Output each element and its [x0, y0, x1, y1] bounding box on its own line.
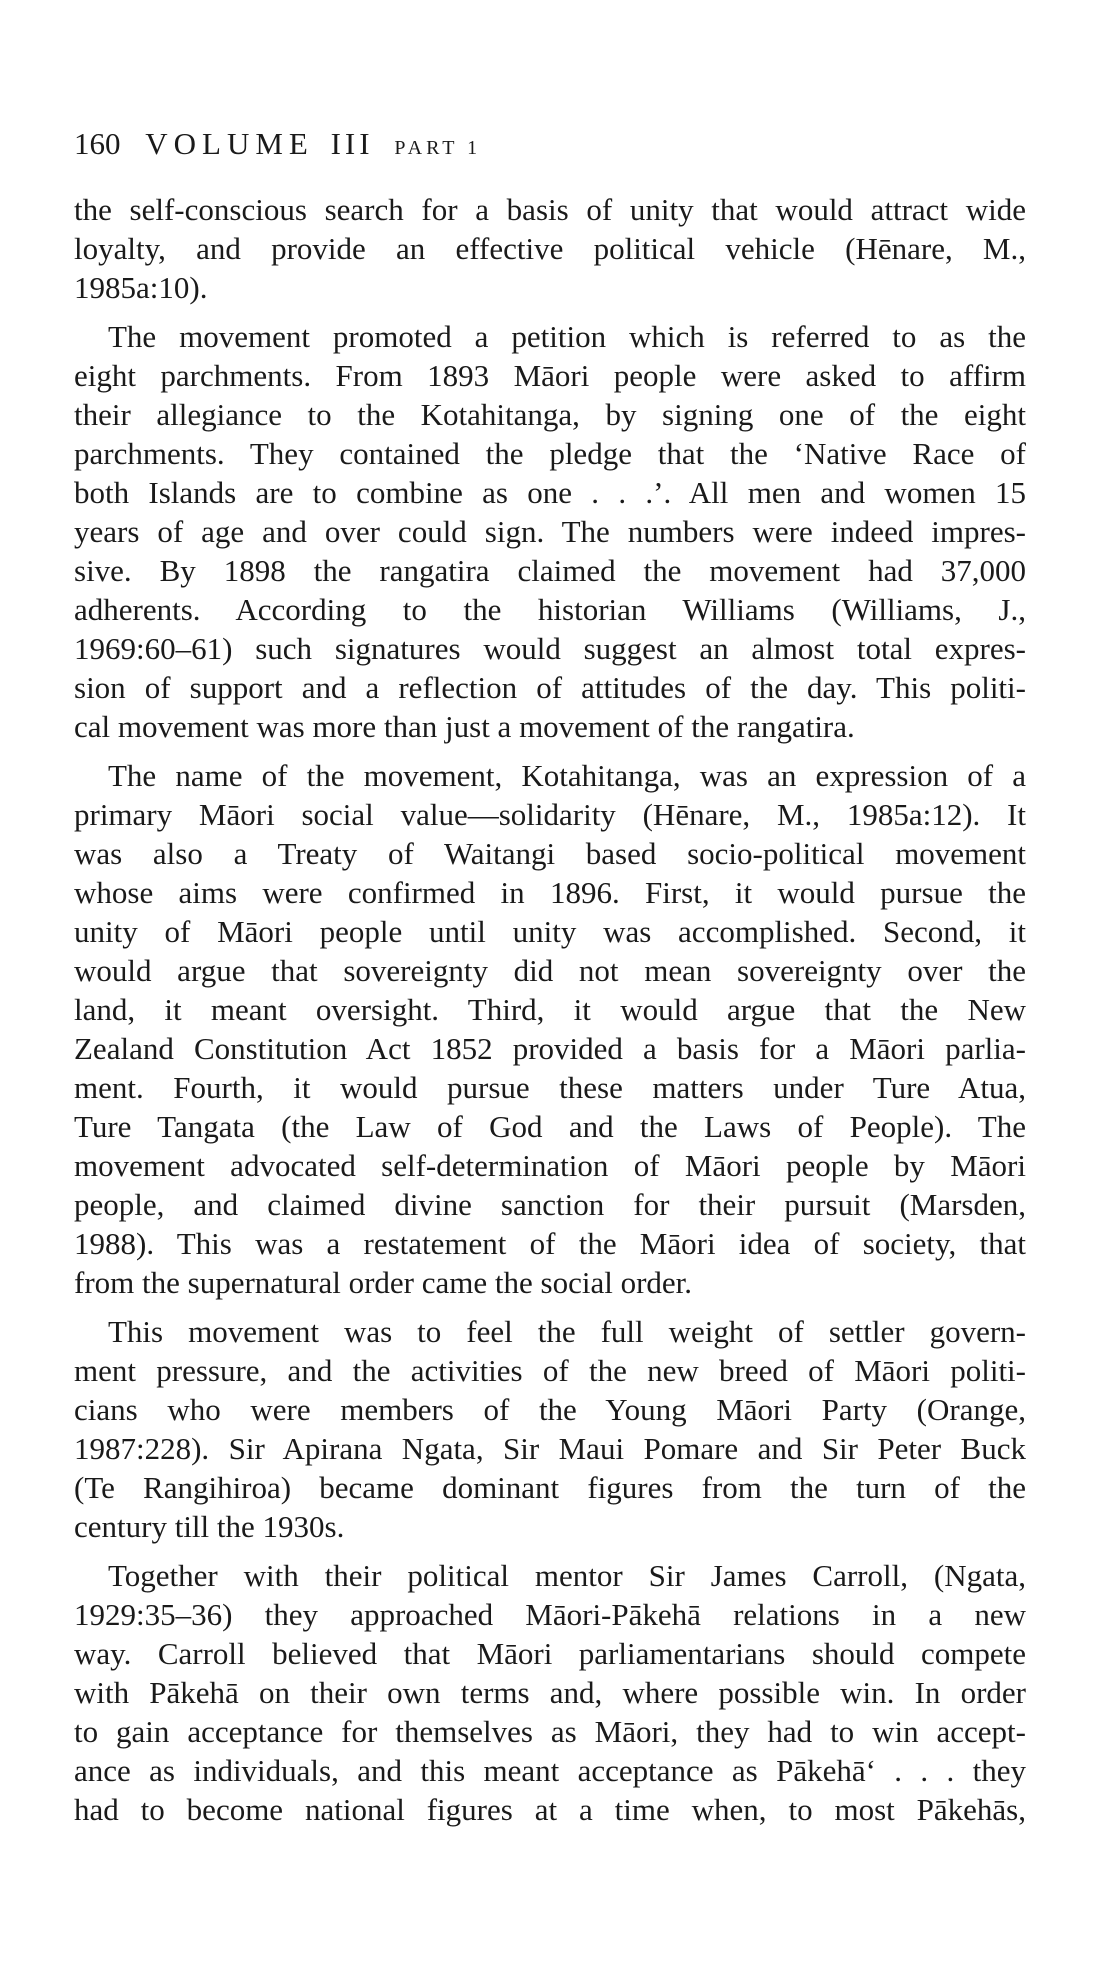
text-line: from the supernatural order came the social order. — [74, 1265, 693, 1300]
page-number: 160 — [74, 126, 121, 161]
text-line: primary Māori social value—solidarity (Hēnare, M., 1985a:12). It — [74, 797, 1026, 832]
paragraph-gap — [74, 746, 1026, 756]
text-line: (Te Rangihiroa) became dominant figures from the turn of the — [74, 1470, 1026, 1505]
part-label: PART 1 — [394, 137, 482, 159]
text-line: way. Carroll believed that Māori parliamentarians should compete — [74, 1636, 1026, 1671]
text-line: 1987:228). Sir Apirana Ngata, Sir Maui Pomare and Sir Peter Buck — [74, 1431, 1026, 1466]
paragraph — [74, 317, 1026, 746]
text-line: both Islands are to combine as one . . .’. All men and women 15 — [74, 475, 1026, 510]
text-line: cians who were members of the Young Māori Party (Orange, — [74, 1392, 1026, 1427]
text-line: century till the 1930s. — [74, 1509, 345, 1544]
paragraph — [74, 190, 1026, 307]
text-line: whose aims were confirmed in 1896. First, it would pursue the — [74, 875, 1026, 910]
text-line: was also a Treaty of Waitangi based socio-political movement — [74, 836, 1026, 871]
text-line: 1988). This was a restatement of the Māori idea of society, that — [74, 1226, 1026, 1261]
paragraph — [74, 1556, 1026, 1829]
text-line: people, and claimed divine sanction for their pursuit (Marsden, — [74, 1187, 1026, 1222]
running-head — [74, 128, 481, 159]
text-line: loyalty, and provide an effective political vehicle (Hēnare, M., — [74, 231, 1026, 266]
text-line: would argue that sovereignty did not mean sovereignty over the — [74, 953, 1026, 988]
text-line: had to become national figures at a time when, to most Pākehās, — [74, 1792, 1026, 1827]
text-line: their allegiance to the Kotahitanga, by signing one of the eight — [74, 397, 1026, 432]
text-line: with Pākehā on their own terms and, where possible win. In order — [74, 1675, 1026, 1710]
text-line: 1929:35–36) they approached Māori-Pākehā relations in a new — [74, 1597, 1026, 1632]
text-line: 1969:60–61) such signatures would suggest an almost total expres- — [74, 631, 1026, 666]
text-line: movement advocated self-determination of Māori people by Māori — [74, 1148, 1026, 1183]
paragraph — [74, 756, 1026, 1302]
text-line: cal movement was more than just a movement of the rangatira. — [74, 709, 855, 744]
text-line: ance as individuals, and this meant acceptance as Pākehā‘ . . . they — [74, 1753, 1026, 1788]
text-line: parchments. They contained the pledge that the ‘Native Race of — [74, 436, 1026, 471]
volume-label: VOLUME — [145, 126, 314, 161]
text-line: the self-conscious search for a basis of unity that would attract wide — [74, 192, 1026, 227]
text-line: Ture Tangata (the Law of God and the Laws of People). The — [74, 1109, 1026, 1144]
text-line: unity of Māori people until unity was accomplished. Second, it — [74, 914, 1026, 949]
text-line: years of age and over could sign. The numbers were indeed impres- — [74, 514, 1026, 549]
volume-numeral: III — [330, 126, 374, 161]
body-text — [74, 190, 1026, 1829]
paragraph-gap — [74, 307, 1026, 317]
text-line: Together with their political mentor Sir James Carroll, (Ngata, — [108, 1558, 1026, 1593]
text-line: 1985a:10). — [74, 270, 208, 305]
text-line: sion of support and a reflection of attitudes of the day. This politi- — [74, 670, 1026, 705]
text-line: ment pressure, and the activities of the new breed of Māori politi- — [74, 1353, 1026, 1388]
text-line: The movement promoted a petition which is referred to as the — [108, 319, 1026, 354]
paragraph-gap — [74, 1546, 1026, 1556]
paragraph — [74, 1312, 1026, 1546]
text-line: This movement was to feel the full weight of settler govern- — [108, 1314, 1026, 1349]
text-line: adherents. According to the historian Williams (Williams, J., — [74, 592, 1026, 627]
text-line: eight parchments. From 1893 Māori people were asked to affirm — [74, 358, 1026, 393]
text-line: Zealand Constitution Act 1852 provided a basis for a Māori parlia- — [74, 1031, 1026, 1066]
paragraph-gap — [74, 1302, 1026, 1312]
text-line: sive. By 1898 the rangatira claimed the movement had 37,000 — [74, 553, 1026, 588]
text-line: ment. Fourth, it would pursue these matters under Ture Atua, — [74, 1070, 1026, 1105]
text-line: to gain acceptance for themselves as Māori, they had to win accept- — [74, 1714, 1026, 1749]
text-line: land, it meant oversight. Third, it would argue that the New — [74, 992, 1026, 1027]
text-line: The name of the movement, Kotahitanga, was an expression of a — [108, 758, 1026, 793]
